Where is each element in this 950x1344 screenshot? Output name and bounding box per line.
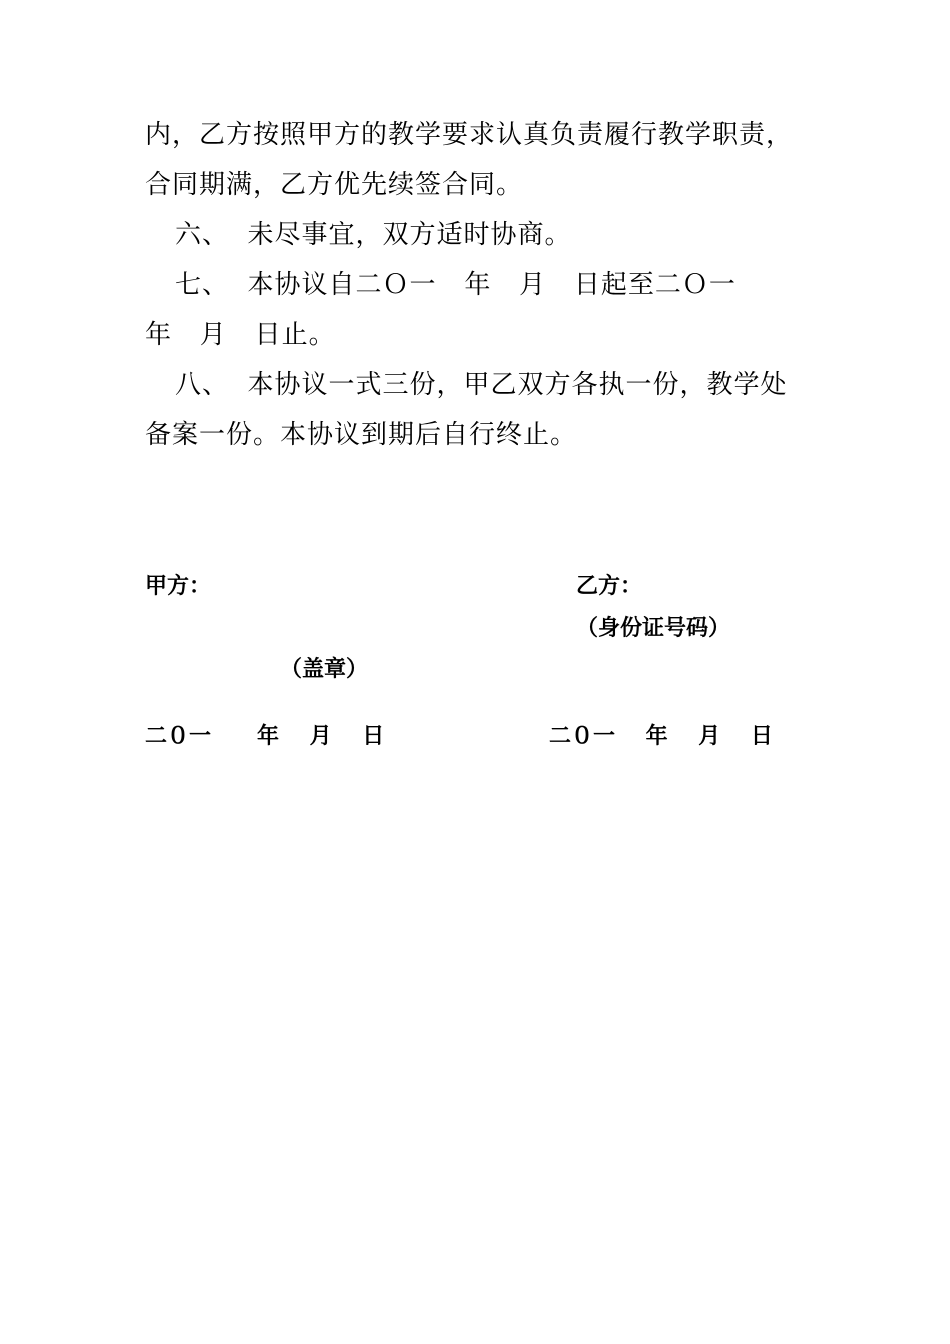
party-a-label: 甲方： xyxy=(145,574,212,599)
party-b-date: 二０一 年 月 日 xyxy=(549,724,773,749)
body-line: 备案一份。本协议到期后自行终止。 xyxy=(145,420,578,450)
clause-seven: 七、 本协议自二Ｏ一 年 月 日起至二Ｏ一 xyxy=(175,270,736,300)
party-b-label: 乙方： xyxy=(576,574,643,599)
body-line: 内，乙方按照甲方的教学要求认真负责履行教学职责， xyxy=(145,120,794,150)
party-a-date: 二０一 年 月 日 xyxy=(145,724,385,749)
party-a-seal-label: （盖章） xyxy=(280,657,369,682)
agreement-body xyxy=(145,110,835,460)
clause-six: 六、 未尽事宜，双方适时协商。 xyxy=(175,220,572,250)
party-b-id-label: （身份证号码） xyxy=(576,616,731,641)
body-line: 合同期满，乙方优先续签合同。 xyxy=(145,170,524,200)
clause-eight: 八、 本协议一式三份，甲乙双方各执一份，教学处 xyxy=(175,370,788,400)
body-line: 年 月 日止。 xyxy=(145,320,336,350)
